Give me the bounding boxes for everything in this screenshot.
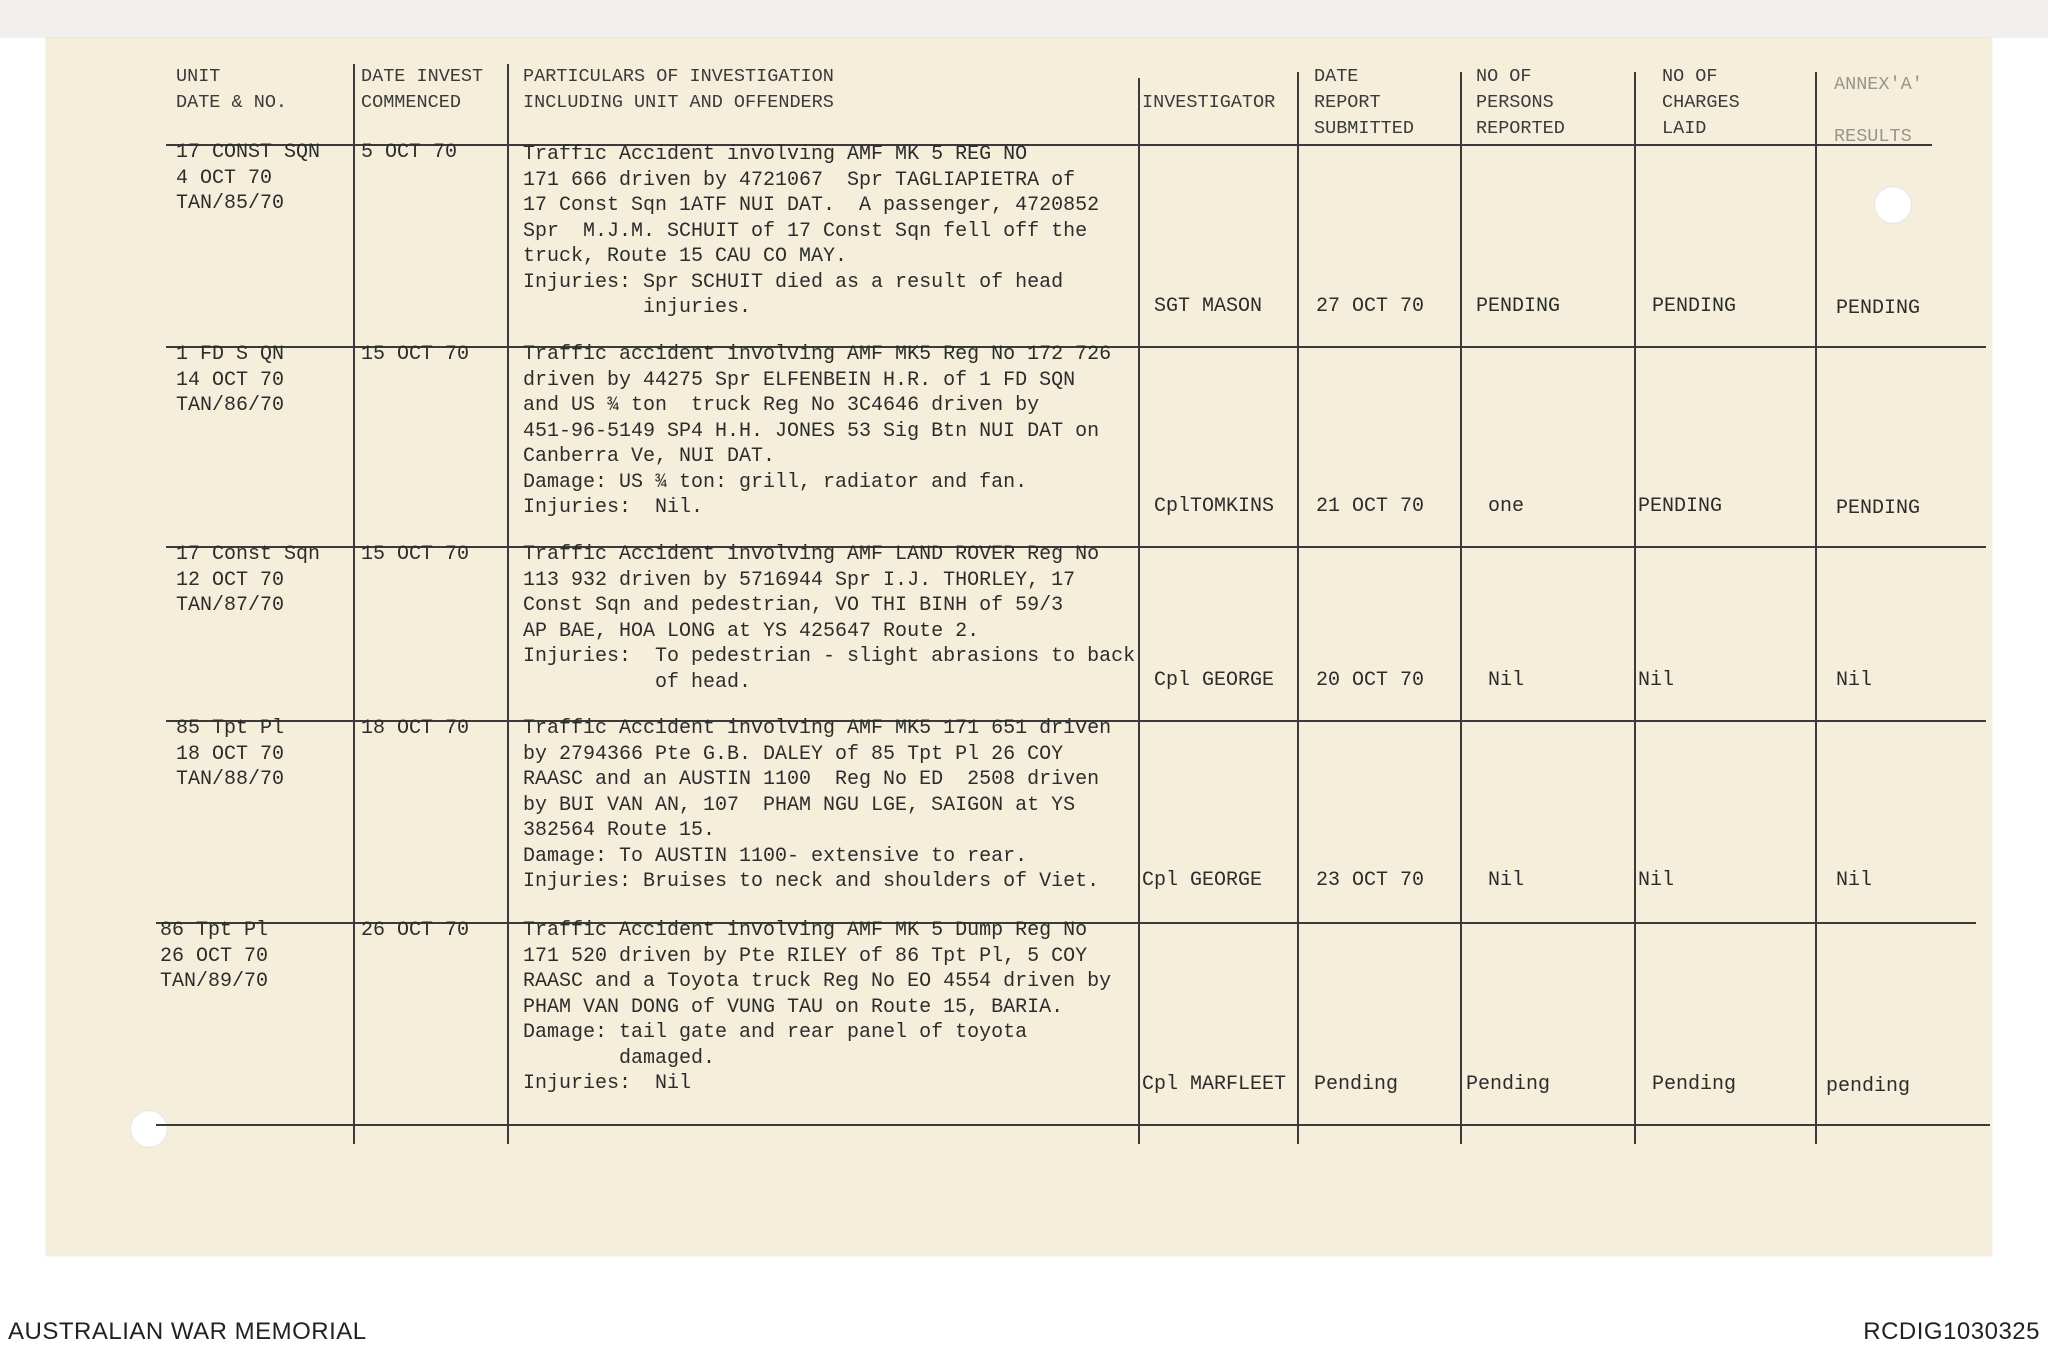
row-2-date-report: 21 OCT 70 bbox=[1316, 495, 1425, 518]
row-5-particulars: Traffic Accident involving AMF MK 5 Dump Reg No 171 520 driven by Pte RILEY of 86 Tpt Pl, 5 COY RAASC and a Toyota truck Reg No EO 4554 driven by PHAM VAN DONG of VUNG TAU on Route 15, BARIA. Damage: tail gate and rear panel of toyota damaged. Injuries: Nil bbox=[523, 919, 1112, 1095]
row-2-persons: one bbox=[1488, 495, 1525, 518]
row-3-unit: 17 Const Sqn 12 OCT 70 TAN/87/70 bbox=[176, 543, 321, 617]
row-1-investigator: SGT MASON bbox=[1154, 295, 1263, 318]
row-3-date-invest: 15 OCT 70 bbox=[361, 543, 470, 566]
row-5-date-invest: 26 OCT 70 bbox=[361, 919, 470, 942]
row-1-annex: PENDING bbox=[1836, 297, 1921, 320]
row-1-date-invest: 5 OCT 70 bbox=[361, 141, 458, 164]
row-5-investigator: Cpl MARFLEET bbox=[1142, 1073, 1287, 1096]
row-4-unit: 85 Tpt Pl 18 OCT 70 TAN/88/70 bbox=[176, 717, 285, 791]
row-1-date-report: 27 OCT 70 bbox=[1316, 295, 1425, 318]
row-2-charges: PENDING bbox=[1638, 495, 1723, 518]
row-3-date-report: 20 OCT 70 bbox=[1316, 669, 1425, 692]
header-particulars: PARTICULARS OF INVESTIGATION INCLUDING UNIT AND OFFENDERS bbox=[523, 66, 834, 113]
header-persons-reported: NO OF PERSONS REPORTED bbox=[1476, 66, 1565, 139]
row-4-annex: Nil bbox=[1836, 869, 1873, 892]
bottom-rule bbox=[156, 1124, 1990, 1126]
row-3-persons: Nil bbox=[1488, 669, 1525, 692]
document-page bbox=[46, 38, 1992, 1256]
row-4-date-report: 23 OCT 70 bbox=[1316, 869, 1425, 892]
row-3-annex: Nil bbox=[1836, 669, 1873, 692]
row-3-investigator: Cpl GEORGE bbox=[1154, 669, 1275, 692]
row-5-date-report: Pending bbox=[1314, 1073, 1399, 1096]
row-4-charges: Nil bbox=[1638, 869, 1675, 892]
row-2-particulars: Traffic accident involving AMF MK5 Reg No 172 726 driven by 44275 Spr ELFENBEIN H.R. of 1 FD SQN and US ¾ ton truck Reg No 3C4646 driven by 451-96-5149 SP4 H.H. JONES 53 Sig Btn NUI DAT on Canberra Ve, NUI DAT. Damage: US ¾ ton: grill, radiator and fan. Injuries: Nil. bbox=[523, 343, 1112, 519]
header-date-invest: DATE INVEST COMMENCED bbox=[361, 66, 484, 113]
row-5-unit: 86 Tpt Pl 26 OCT 70 TAN/89/70 bbox=[160, 919, 269, 993]
header-annex-results: ANNEX'A' RESULTS bbox=[1834, 74, 1923, 147]
column-rule bbox=[1460, 72, 1462, 1144]
archive-id: RCDIG1030325 bbox=[1863, 1318, 2040, 1345]
row-4-date-invest: 18 OCT 70 bbox=[361, 717, 470, 740]
header-unit: UNIT DATE & NO. bbox=[176, 66, 288, 113]
row-3-particulars: Traffic Accident involving AMF LAND ROVER Reg No 113 932 driven by 5716944 Spr I.J. THORLEY, 17 Const Sqn and pedestrian, VO THI BINH of 59/3 AP BAE, HOA LONG at YS 425647 Route 2. Injuries: To pedestrian - slight abrasions to back of head. bbox=[523, 543, 1136, 694]
row-2-date-invest: 15 OCT 70 bbox=[361, 343, 470, 366]
row-5-annex: pending bbox=[1826, 1075, 1911, 1098]
row-2-annex: PENDING bbox=[1836, 497, 1921, 520]
punch-hole bbox=[1874, 186, 1912, 224]
header-charges-laid: NO OF CHARGES LAID bbox=[1662, 66, 1740, 139]
punch-hole bbox=[130, 1110, 168, 1148]
header-date-report: DATE REPORT SUBMITTED bbox=[1314, 66, 1414, 139]
row-5-charges: Pending bbox=[1652, 1073, 1737, 1096]
row-2-investigator: CplTOMKINS bbox=[1154, 495, 1275, 518]
row-1-particulars: Traffic Accident involving AMF MK 5 REG NO 171 666 driven by 4721067 Spr TAGLIAPIETRA of 17 Const Sqn 1ATF NUI DAT. A passenger, 4720852 Spr M.J.M. SCHUIT of 17 Const Sqn fell off the truck, Route 15 CAU CO MAY. Injuries: Spr SCHUIT died as a result of head injuries. bbox=[523, 143, 1100, 319]
column-rule bbox=[1138, 78, 1140, 1144]
column-rule bbox=[1297, 72, 1299, 1144]
archive-label: AUSTRALIAN WAR MEMORIAL bbox=[8, 1318, 367, 1345]
top-margin-strip bbox=[0, 0, 2048, 38]
row-1-charges: PENDING bbox=[1652, 295, 1737, 318]
column-rule bbox=[1815, 72, 1817, 1144]
column-rule bbox=[1634, 72, 1636, 1144]
row-5-persons: Pending bbox=[1466, 1073, 1551, 1096]
row-4-persons: Nil bbox=[1488, 869, 1525, 892]
row-1-unit: 17 CONST SQN 4 OCT 70 TAN/85/70 bbox=[176, 141, 321, 215]
row-2-unit: 1 FD S QN 14 OCT 70 TAN/86/70 bbox=[176, 343, 285, 417]
row-3-charges: Nil bbox=[1638, 669, 1675, 692]
column-rule bbox=[353, 64, 355, 1144]
row-4-investigator: Cpl GEORGE bbox=[1142, 869, 1263, 892]
column-rule bbox=[507, 64, 509, 1144]
header-investigator: INVESTIGATOR bbox=[1142, 92, 1276, 113]
row-1-persons: PENDING bbox=[1476, 295, 1561, 318]
row-4-particulars: Traffic Accident involving AMF MK5 171 651 driven by 2794366 Pte G.B. DALEY of 85 Tpt Pl 26 COY RAASC and an AUSTIN 1100 Reg No ED 2508 driven by BUI VAN AN, 107 PHAM NGU LGE, SAIGON at YS 382564 Route 15. Damage: To AUSTIN 1100- extensive to rear. Injuries: Bruises to neck and shoulders of Viet. bbox=[523, 717, 1112, 893]
